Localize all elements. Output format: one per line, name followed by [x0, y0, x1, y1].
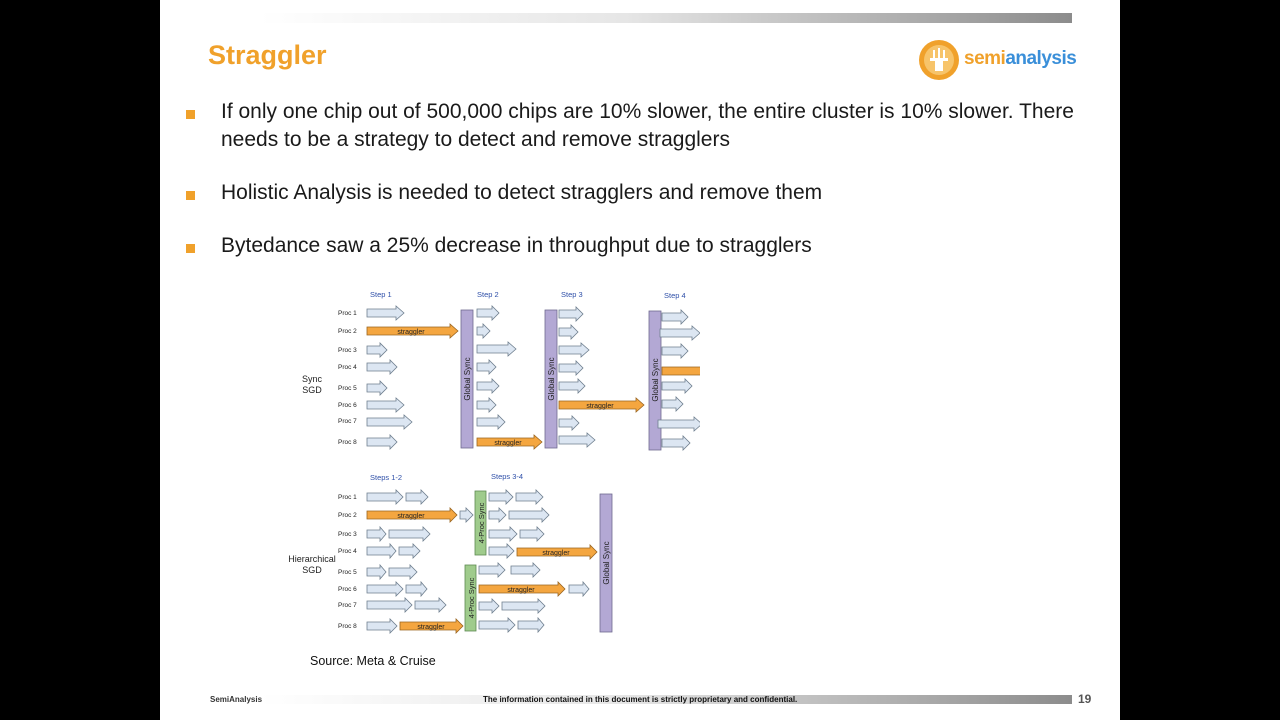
- svg-text:4-Proc Sync: 4-Proc Sync: [467, 577, 476, 619]
- sync-step-label: Step 2: [477, 290, 499, 299]
- process-arrow: [367, 360, 397, 374]
- sync-step-label: Step 4: [664, 291, 686, 300]
- straggler-arrow: [367, 508, 457, 522]
- sync-global-sync-bar: [545, 310, 557, 448]
- process-arrow: [662, 436, 690, 450]
- svg-text:straggler: straggler: [397, 329, 425, 336]
- process-arrow: [662, 344, 688, 358]
- process-arrow: [479, 618, 515, 632]
- svg-text:straggler: straggler: [494, 440, 522, 447]
- process-arrow: [477, 324, 490, 338]
- process-arrow: [367, 435, 397, 449]
- svg-text:Global Sync: Global Sync: [547, 357, 556, 401]
- hier-proc-label: Proc 3: [338, 531, 357, 538]
- hier-proc-label: Proc 4: [338, 548, 357, 555]
- bullet-marker: [186, 244, 195, 253]
- four-proc-sync-bar: [475, 491, 486, 555]
- process-arrow: [518, 618, 544, 632]
- process-arrow: [367, 398, 404, 412]
- hier-proc-label: Proc 2: [338, 512, 357, 519]
- process-arrow: [415, 598, 446, 612]
- process-arrow: [662, 397, 683, 411]
- process-arrow: [367, 381, 387, 395]
- hier-proc-label: Proc 8: [338, 623, 357, 630]
- sync-proc-label: Proc 4: [338, 364, 357, 371]
- process-arrow: [367, 306, 404, 320]
- process-arrow: [367, 415, 412, 429]
- hier-proc-label: Proc 1: [338, 494, 357, 501]
- bullet-marker: [186, 110, 195, 119]
- process-arrow: [367, 619, 397, 633]
- hier-proc-label: Proc 6: [338, 586, 357, 593]
- process-arrow: [367, 598, 412, 612]
- straggler-arrow: [479, 582, 565, 596]
- sync-step-label: Step 1: [370, 290, 392, 299]
- sync-sgd-label-2: SGD: [302, 385, 322, 395]
- process-arrow: [367, 544, 396, 558]
- process-arrow: [516, 490, 543, 504]
- process-arrow: [479, 563, 505, 577]
- page-number: 19: [1078, 692, 1092, 706]
- process-arrow: [489, 527, 517, 541]
- process-arrow: [489, 508, 506, 522]
- straggler-arrow: [367, 324, 458, 338]
- process-arrow: [502, 599, 545, 613]
- sync-sgd-label-1: Sync: [301, 374, 323, 384]
- process-arrow: [559, 325, 578, 339]
- process-arrow: [406, 582, 427, 596]
- process-arrow: [406, 490, 428, 504]
- process-arrow: [477, 306, 499, 320]
- hier-sgd-label-2: SGD: [302, 565, 322, 575]
- process-arrow: [477, 415, 505, 429]
- sync-proc-label: Proc 6: [338, 402, 357, 409]
- slide-title: Straggler: [208, 40, 327, 70]
- logo-wordmark: semianalysis: [964, 48, 1077, 69]
- process-arrow: [367, 565, 386, 579]
- svg-text:straggler: straggler: [542, 550, 570, 557]
- process-arrow: [569, 582, 589, 596]
- straggler-arrow: [559, 398, 644, 412]
- sync-step-label: Step 3: [561, 290, 583, 299]
- process-arrow: [489, 544, 514, 558]
- hier-step-label: Steps 1-2: [370, 473, 403, 482]
- process-arrow: [479, 599, 499, 613]
- process-arrow: [559, 307, 583, 321]
- process-arrow: [511, 563, 540, 577]
- svg-text:straggler: straggler: [507, 587, 535, 594]
- footer-confidential: The information contained in this document is strictly proprietary and confidential.: [483, 695, 798, 704]
- process-arrow: [559, 379, 585, 393]
- process-arrow: [389, 565, 417, 579]
- process-arrow: [559, 433, 595, 447]
- straggler-sgd-diagram: [280, 280, 700, 640]
- sync-proc-label: Proc 7: [338, 418, 357, 425]
- slide: [160, 0, 1120, 720]
- sync-global-sync-bar: [461, 310, 473, 448]
- process-arrow: [662, 310, 688, 324]
- process-arrow: [477, 360, 496, 374]
- sync-proc-label: Proc 3: [338, 347, 357, 354]
- process-arrow: [477, 342, 516, 356]
- process-arrow: [367, 343, 387, 357]
- top-gradient-bar: [260, 13, 1072, 23]
- bullet-text-2: Holistic Analysis is needed to detect stragglers and remove them: [221, 181, 823, 204]
- process-arrow: [660, 326, 700, 340]
- straggler-arrow: [477, 435, 542, 449]
- hier-proc-label: Proc 5: [338, 569, 357, 576]
- process-arrow: [367, 527, 386, 541]
- svg-text:Global Sync: Global Sync: [651, 358, 660, 402]
- process-arrow: [509, 508, 549, 522]
- sync-proc-label: Proc 2: [338, 328, 357, 335]
- straggler-arrow: [662, 364, 700, 378]
- process-arrow: [367, 490, 403, 504]
- svg-text:straggler: straggler: [586, 403, 614, 410]
- straggler-arrow: [517, 545, 597, 559]
- straggler-arrow: [400, 619, 463, 633]
- sync-proc-label: Proc 8: [338, 439, 357, 446]
- process-arrow: [367, 582, 403, 596]
- bullet-text-1: If only one chip out of 500,000 chips are 10% slower, the entire cluster is 10% slower. There needs to be a strategy to detect and remove stragglers: [221, 100, 1074, 151]
- hier-sgd-label-1: Hierarchical: [288, 554, 336, 564]
- process-arrow: [559, 343, 589, 357]
- process-arrow: [389, 527, 430, 541]
- process-arrow: [520, 527, 544, 541]
- hier-proc-label: Proc 7: [338, 602, 357, 609]
- svg-text:Global Sync: Global Sync: [602, 541, 611, 585]
- process-arrow: [399, 544, 420, 558]
- svg-text:straggler: straggler: [397, 513, 425, 520]
- process-arrow: [489, 490, 513, 504]
- semianalysis-logo-icon: [918, 38, 962, 82]
- svg-text:4-Proc Sync: 4-Proc Sync: [477, 502, 486, 544]
- process-arrow: [477, 398, 496, 412]
- svg-text:straggler: straggler: [417, 624, 445, 631]
- bullet-text-3: Bytedance saw a 25% decrease in throughput due to stragglers: [221, 234, 812, 257]
- process-arrow: [477, 379, 499, 393]
- semianalysis-logo: [918, 38, 1077, 82]
- hier-step-label: Steps 3-4: [491, 472, 524, 481]
- bullet-marker: [186, 191, 195, 200]
- source-note: Source: Meta & Cruise: [310, 654, 436, 668]
- process-arrow: [559, 361, 583, 375]
- process-arrow: [559, 416, 579, 430]
- four-proc-sync-bar: [465, 565, 476, 631]
- footer-brand: SemiAnalysis: [210, 695, 263, 704]
- sync-proc-label: Proc 1: [338, 310, 357, 317]
- process-arrow: [662, 379, 692, 393]
- hier-global-sync-bar: [600, 494, 612, 632]
- sync-proc-label: Proc 5: [338, 385, 357, 392]
- process-arrow: [460, 508, 473, 522]
- svg-text:Global Sync: Global Sync: [463, 357, 472, 401]
- process-arrow: [658, 417, 700, 431]
- sync-global-sync-bar: [649, 311, 661, 450]
